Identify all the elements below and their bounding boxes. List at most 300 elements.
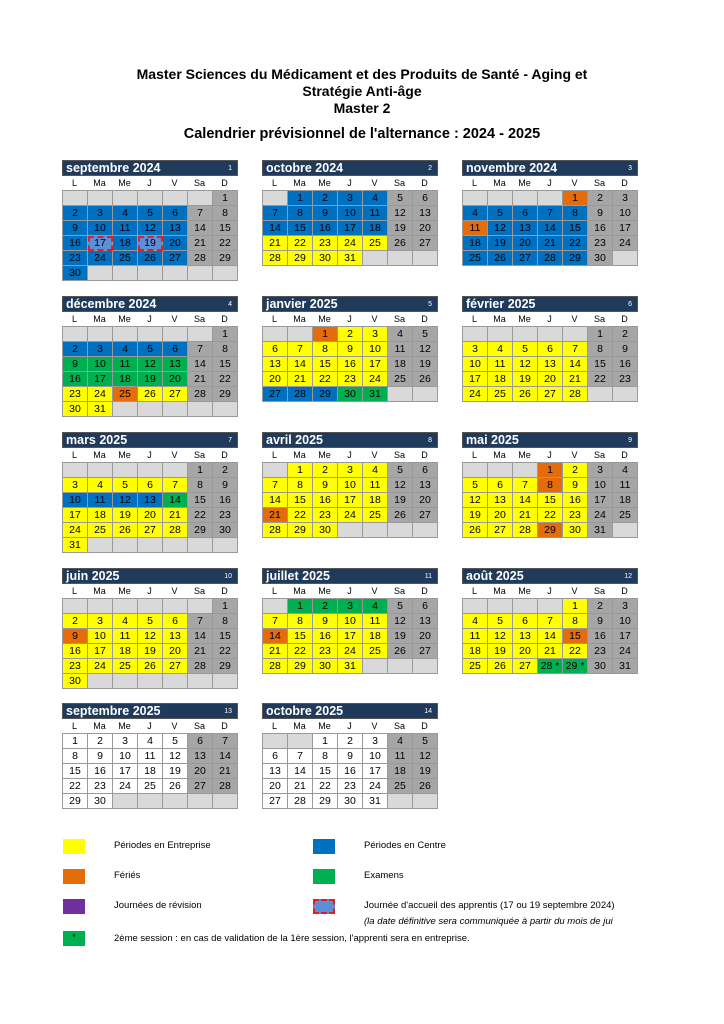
day-cell: 12 [488, 629, 513, 644]
weekday-label: Me [118, 721, 131, 731]
day-cell: 8 [188, 478, 213, 493]
day-cell: 2 [338, 734, 363, 749]
empty-cell [213, 266, 238, 281]
day-cell: 19 [413, 357, 438, 372]
empty-cell [463, 191, 488, 206]
day-cell: 16 [338, 357, 363, 372]
day-cell: 27 [163, 387, 188, 402]
day-cell: 18 [113, 372, 138, 387]
empty-cell [463, 599, 488, 614]
day-cell: 13 [263, 764, 288, 779]
day-cell: 23 [63, 387, 88, 402]
month-calendar [462, 296, 638, 402]
day-grid [62, 462, 238, 553]
day-cell: 25 [363, 644, 388, 659]
day-cell: 13 [163, 357, 188, 372]
day-cell: 7 [263, 478, 288, 493]
empty-cell [463, 463, 488, 478]
month-number: 5 [428, 301, 432, 308]
empty-cell [413, 251, 438, 266]
day-cell: 3 [613, 599, 638, 614]
day-cell: 17 [363, 357, 388, 372]
day-cell: 9 [63, 221, 88, 236]
day-cell: 3 [588, 463, 613, 478]
day-grid [462, 598, 638, 674]
day-cell: 12 [463, 493, 488, 508]
day-cell: 14 [163, 493, 188, 508]
day-cell: 3 [88, 206, 113, 221]
day-cell: 4 [388, 327, 413, 342]
empty-cell [163, 599, 188, 614]
weekday-label: Sa [193, 721, 205, 731]
day-cell: 31 [63, 538, 88, 553]
day-cell: 18 [488, 372, 513, 387]
day-cell: 10 [338, 206, 363, 221]
weekday-label: Ma [93, 586, 106, 596]
empty-cell [488, 463, 513, 478]
day-cell: 11 [113, 629, 138, 644]
weekday-label: L [471, 450, 477, 460]
day-cell: 20 [538, 372, 563, 387]
month-header [462, 296, 638, 312]
day-cell: 17 [88, 236, 113, 251]
day-cell: 10 [63, 493, 88, 508]
day-cell: 5 [388, 463, 413, 478]
day-cell: 4 [363, 463, 388, 478]
weekday-label: Sa [193, 314, 205, 324]
day-cell: 15 [213, 221, 238, 236]
day-cell: 29 [213, 387, 238, 402]
day-cell: 24 [338, 644, 363, 659]
day-cell: 29 [188, 523, 213, 538]
day-cell: 7 [188, 206, 213, 221]
day-cell: 2 [313, 599, 338, 614]
empty-cell [88, 266, 113, 281]
day-cell: 1 [63, 734, 88, 749]
weekday-label: V [171, 178, 178, 188]
day-cell: 7 [188, 614, 213, 629]
weekday-label: V [371, 314, 378, 324]
day-cell: 5 [463, 478, 488, 493]
day-cell: 22 [288, 508, 313, 523]
day-cell: 10 [88, 629, 113, 644]
day-cell: 11 [88, 493, 113, 508]
day-cell: 10 [113, 749, 138, 764]
day-cell: 28 [188, 659, 213, 674]
day-cell: 22 [288, 236, 313, 251]
day-cell: 8 [563, 614, 588, 629]
day-cell: 6 [163, 206, 188, 221]
day-cell: 23 [63, 659, 88, 674]
day-cell: 12 [388, 478, 413, 493]
legend-entreprise: Périodes en Entreprise [114, 840, 211, 851]
day-grid [462, 190, 638, 266]
day-cell: 1 [213, 191, 238, 206]
day-cell: 3 [338, 191, 363, 206]
month-calendar [262, 568, 438, 674]
weekday-label: J [147, 314, 152, 324]
day-cell: 13 [263, 357, 288, 372]
day-cell: 17 [613, 221, 638, 236]
empty-cell [113, 599, 138, 614]
weekday-header [462, 584, 638, 598]
month-number: 2 [428, 165, 432, 172]
empty-cell [388, 794, 413, 809]
day-grid [262, 326, 438, 402]
day-cell: 8 [538, 478, 563, 493]
day-cell: 22 [213, 372, 238, 387]
day-cell: 28 [513, 523, 538, 538]
day-cell: 8 [288, 478, 313, 493]
day-cell: 2 [338, 327, 363, 342]
day-cell: 24 [613, 236, 638, 251]
day-cell: 11 [388, 749, 413, 764]
day-cell: 15 [188, 493, 213, 508]
weekday-header [262, 719, 438, 733]
month-number: 9 [628, 437, 632, 444]
day-cell: 2 [613, 327, 638, 342]
day-cell: 30 [563, 523, 588, 538]
document-title-block [0, 66, 724, 143]
day-cell: 5 [138, 614, 163, 629]
weekday-header [62, 448, 238, 462]
day-cell: 22 [538, 508, 563, 523]
day-cell: 4 [488, 342, 513, 357]
weekday-label: L [271, 314, 277, 324]
month-header [262, 296, 438, 312]
weekday-label: Ma [293, 450, 306, 460]
day-cell: 3 [88, 614, 113, 629]
day-cell: 23 [63, 251, 88, 266]
empty-cell [363, 251, 388, 266]
weekday-label: Me [518, 314, 531, 324]
day-cell: 4 [363, 599, 388, 614]
legend-feries: Fériés [114, 870, 141, 881]
day-cell: 4 [88, 478, 113, 493]
day-cell: 5 [388, 599, 413, 614]
day-cell: 27 [163, 659, 188, 674]
day-cell: 29 [313, 794, 338, 809]
month-name: octobre 2025 [266, 704, 344, 718]
month-number: 8 [428, 437, 432, 444]
day-cell: 5 [413, 734, 438, 749]
day-cell: 21 [163, 508, 188, 523]
weekday-label: Ma [493, 450, 506, 460]
day-cell: 17 [88, 372, 113, 387]
day-cell: 22 [588, 372, 613, 387]
empty-cell [563, 327, 588, 342]
day-cell: 5 [163, 734, 188, 749]
day-grid [262, 598, 438, 674]
day-cell: 9 [613, 342, 638, 357]
day-cell: 17 [588, 493, 613, 508]
day-cell: 20 [188, 764, 213, 779]
day-cell: 13 [488, 493, 513, 508]
weekday-label: Sa [593, 586, 605, 596]
day-cell: 9 [588, 614, 613, 629]
day-cell: 17 [363, 764, 388, 779]
day-cell: 28 [163, 523, 188, 538]
day-cell: 23 [588, 644, 613, 659]
day-cell: 16 [313, 629, 338, 644]
day-cell: 25 [388, 779, 413, 794]
weekday-label: D [621, 314, 628, 324]
day-cell: 12 [413, 749, 438, 764]
weekday-label: J [547, 450, 552, 460]
weekday-label: Ma [293, 721, 306, 731]
empty-cell [188, 674, 213, 689]
weekday-label: J [347, 178, 352, 188]
weekday-label: D [621, 586, 628, 596]
weekday-label: Sa [593, 314, 605, 324]
day-cell: 16 [213, 493, 238, 508]
month-number: 11 [424, 573, 432, 580]
empty-cell [163, 266, 188, 281]
day-cell: 26 [138, 251, 163, 266]
month-calendar [262, 432, 438, 538]
weekday-header [262, 584, 438, 598]
day-cell: 14 [288, 764, 313, 779]
empty-cell [88, 674, 113, 689]
day-cell: 11 [363, 478, 388, 493]
empty-cell [163, 402, 188, 417]
day-cell: 30 [338, 794, 363, 809]
day-cell: 11 [488, 357, 513, 372]
day-cell: 9 [88, 749, 113, 764]
day-cell: 15 [563, 221, 588, 236]
empty-cell [138, 599, 163, 614]
day-cell: 16 [63, 236, 88, 251]
day-cell: 22 [288, 644, 313, 659]
day-cell: 26 [488, 251, 513, 266]
day-cell: 31 [588, 523, 613, 538]
day-cell: 20 [263, 779, 288, 794]
day-cell: 4 [363, 191, 388, 206]
weekday-label: Me [518, 450, 531, 460]
month-calendar [462, 160, 638, 266]
day-cell: 29 [63, 794, 88, 809]
empty-cell [413, 387, 438, 402]
empty-cell [213, 794, 238, 809]
day-cell: 23 [88, 779, 113, 794]
day-cell: 28 [213, 779, 238, 794]
day-cell: 30 [63, 266, 88, 281]
day-cell: 5 [388, 191, 413, 206]
day-grid [262, 462, 438, 538]
day-cell: 13 [513, 629, 538, 644]
day-cell: 28 [188, 251, 213, 266]
month-calendar [462, 568, 638, 674]
day-cell: 7 [288, 342, 313, 357]
day-cell: 7 [188, 342, 213, 357]
empty-cell [463, 327, 488, 342]
month-name: juin 2025 [66, 569, 120, 583]
day-cell: 19 [488, 236, 513, 251]
day-cell: 24 [363, 779, 388, 794]
day-cell: 14 [538, 221, 563, 236]
day-cell: 16 [563, 493, 588, 508]
day-cell: 11 [363, 614, 388, 629]
empty-cell [63, 599, 88, 614]
weekday-label: D [621, 178, 628, 188]
day-cell: 25 [463, 659, 488, 674]
day-cell: 25 [88, 523, 113, 538]
day-cell: 18 [113, 236, 138, 251]
empty-cell [188, 794, 213, 809]
day-cell: 30 [313, 251, 338, 266]
day-cell: 27 [413, 508, 438, 523]
day-cell: 21 [263, 508, 288, 523]
empty-cell [63, 463, 88, 478]
day-cell: 5 [113, 478, 138, 493]
day-cell: 18 [88, 508, 113, 523]
day-cell: 1 [563, 191, 588, 206]
month-number: 12 [624, 573, 632, 580]
weekday-label: Ma [493, 586, 506, 596]
day-cell: 31 [338, 659, 363, 674]
day-cell: 18 [388, 764, 413, 779]
day-cell: 15 [288, 221, 313, 236]
day-cell: 1 [313, 734, 338, 749]
weekday-header [262, 312, 438, 326]
day-cell: 25 [363, 236, 388, 251]
day-cell: 3 [113, 734, 138, 749]
day-cell: 21 [188, 236, 213, 251]
day-cell: 31 [338, 251, 363, 266]
day-cell: 12 [138, 357, 163, 372]
day-cell: 20 [413, 493, 438, 508]
weekday-label: D [221, 450, 228, 460]
day-cell: 30 [338, 387, 363, 402]
day-cell: 15 [588, 357, 613, 372]
empty-cell [113, 463, 138, 478]
day-cell: 19 [413, 764, 438, 779]
month-calendar [262, 703, 438, 809]
day-cell: 21 [188, 644, 213, 659]
day-cell: 3 [363, 327, 388, 342]
day-cell: 19 [513, 372, 538, 387]
weekday-label: Ma [293, 586, 306, 596]
day-cell: 10 [363, 749, 388, 764]
month-header [262, 160, 438, 176]
day-cell: 17 [338, 629, 363, 644]
day-cell: 18 [463, 236, 488, 251]
month-name: septembre 2025 [66, 704, 161, 718]
month-name: juillet 2025 [266, 569, 330, 583]
day-cell: 22 [188, 508, 213, 523]
weekday-label: V [571, 586, 578, 596]
empty-cell [188, 266, 213, 281]
day-cell: 23 [563, 508, 588, 523]
day-cell: 9 [338, 749, 363, 764]
day-cell: 10 [338, 478, 363, 493]
day-cell: 16 [313, 221, 338, 236]
day-cell: 22 [563, 644, 588, 659]
day-cell: 9 [313, 614, 338, 629]
empty-cell [188, 402, 213, 417]
month-number: 6 [628, 301, 632, 308]
day-cell: 26 [413, 372, 438, 387]
day-cell: 8 [213, 342, 238, 357]
day-cell: 8 [213, 206, 238, 221]
day-grid [62, 190, 238, 281]
weekday-label: L [71, 721, 77, 731]
legend-swatch-feries [63, 869, 85, 884]
weekday-label: Me [118, 586, 131, 596]
day-cell: 11 [363, 206, 388, 221]
day-cell: 10 [588, 478, 613, 493]
day-cell: 11 [138, 749, 163, 764]
day-cell: 6 [188, 734, 213, 749]
day-cell: 1 [563, 599, 588, 614]
weekday-header [462, 448, 638, 462]
empty-cell [88, 463, 113, 478]
month-calendar [262, 160, 438, 266]
day-cell: 20 [413, 221, 438, 236]
day-cell: 15 [313, 357, 338, 372]
day-cell: 22 [63, 779, 88, 794]
day-cell: 8 [563, 206, 588, 221]
day-cell: 24 [363, 372, 388, 387]
day-cell: 23 [313, 644, 338, 659]
empty-cell [213, 402, 238, 417]
month-header [62, 432, 238, 448]
month-header [262, 703, 438, 719]
day-cell: 4 [113, 614, 138, 629]
day-cell: 27 [513, 251, 538, 266]
empty-cell [213, 674, 238, 689]
legend-session2: 2ème session : en cas de validation de la 1ère session, l'apprenti sera en entreprise. [114, 933, 470, 944]
day-cell: 21 [513, 508, 538, 523]
weekday-label: Ma [93, 314, 106, 324]
empty-cell [138, 674, 163, 689]
month-number: 7 [228, 437, 232, 444]
day-cell: 29 [288, 659, 313, 674]
empty-cell [388, 523, 413, 538]
day-cell: 19 [113, 508, 138, 523]
day-cell: 3 [463, 342, 488, 357]
day-cell: 7 [263, 614, 288, 629]
empty-cell [88, 327, 113, 342]
empty-cell [138, 402, 163, 417]
empty-cell [613, 251, 638, 266]
day-cell: 28 [563, 387, 588, 402]
day-cell: 24 [88, 251, 113, 266]
empty-cell [188, 538, 213, 553]
title-line-3: Master 2 [333, 100, 391, 116]
legend-centre: Périodes en Centre [364, 840, 446, 851]
month-number: 1 [228, 165, 232, 172]
empty-cell [413, 794, 438, 809]
day-cell: 16 [63, 644, 88, 659]
day-cell: 5 [138, 206, 163, 221]
weekday-label: D [221, 586, 228, 596]
day-cell: 28 [538, 251, 563, 266]
day-cell: 24 [338, 236, 363, 251]
empty-cell [488, 599, 513, 614]
day-cell: 26 [513, 387, 538, 402]
empty-cell [513, 191, 538, 206]
weekday-label: J [547, 314, 552, 324]
day-cell: 7 [288, 749, 313, 764]
day-cell: 26 [138, 659, 163, 674]
weekday-label: L [271, 586, 277, 596]
weekday-label: V [171, 450, 178, 460]
weekday-label: Ma [493, 178, 506, 188]
month-name: novembre 2024 [466, 161, 558, 175]
day-cell: 4 [113, 206, 138, 221]
weekday-label: Sa [393, 586, 405, 596]
